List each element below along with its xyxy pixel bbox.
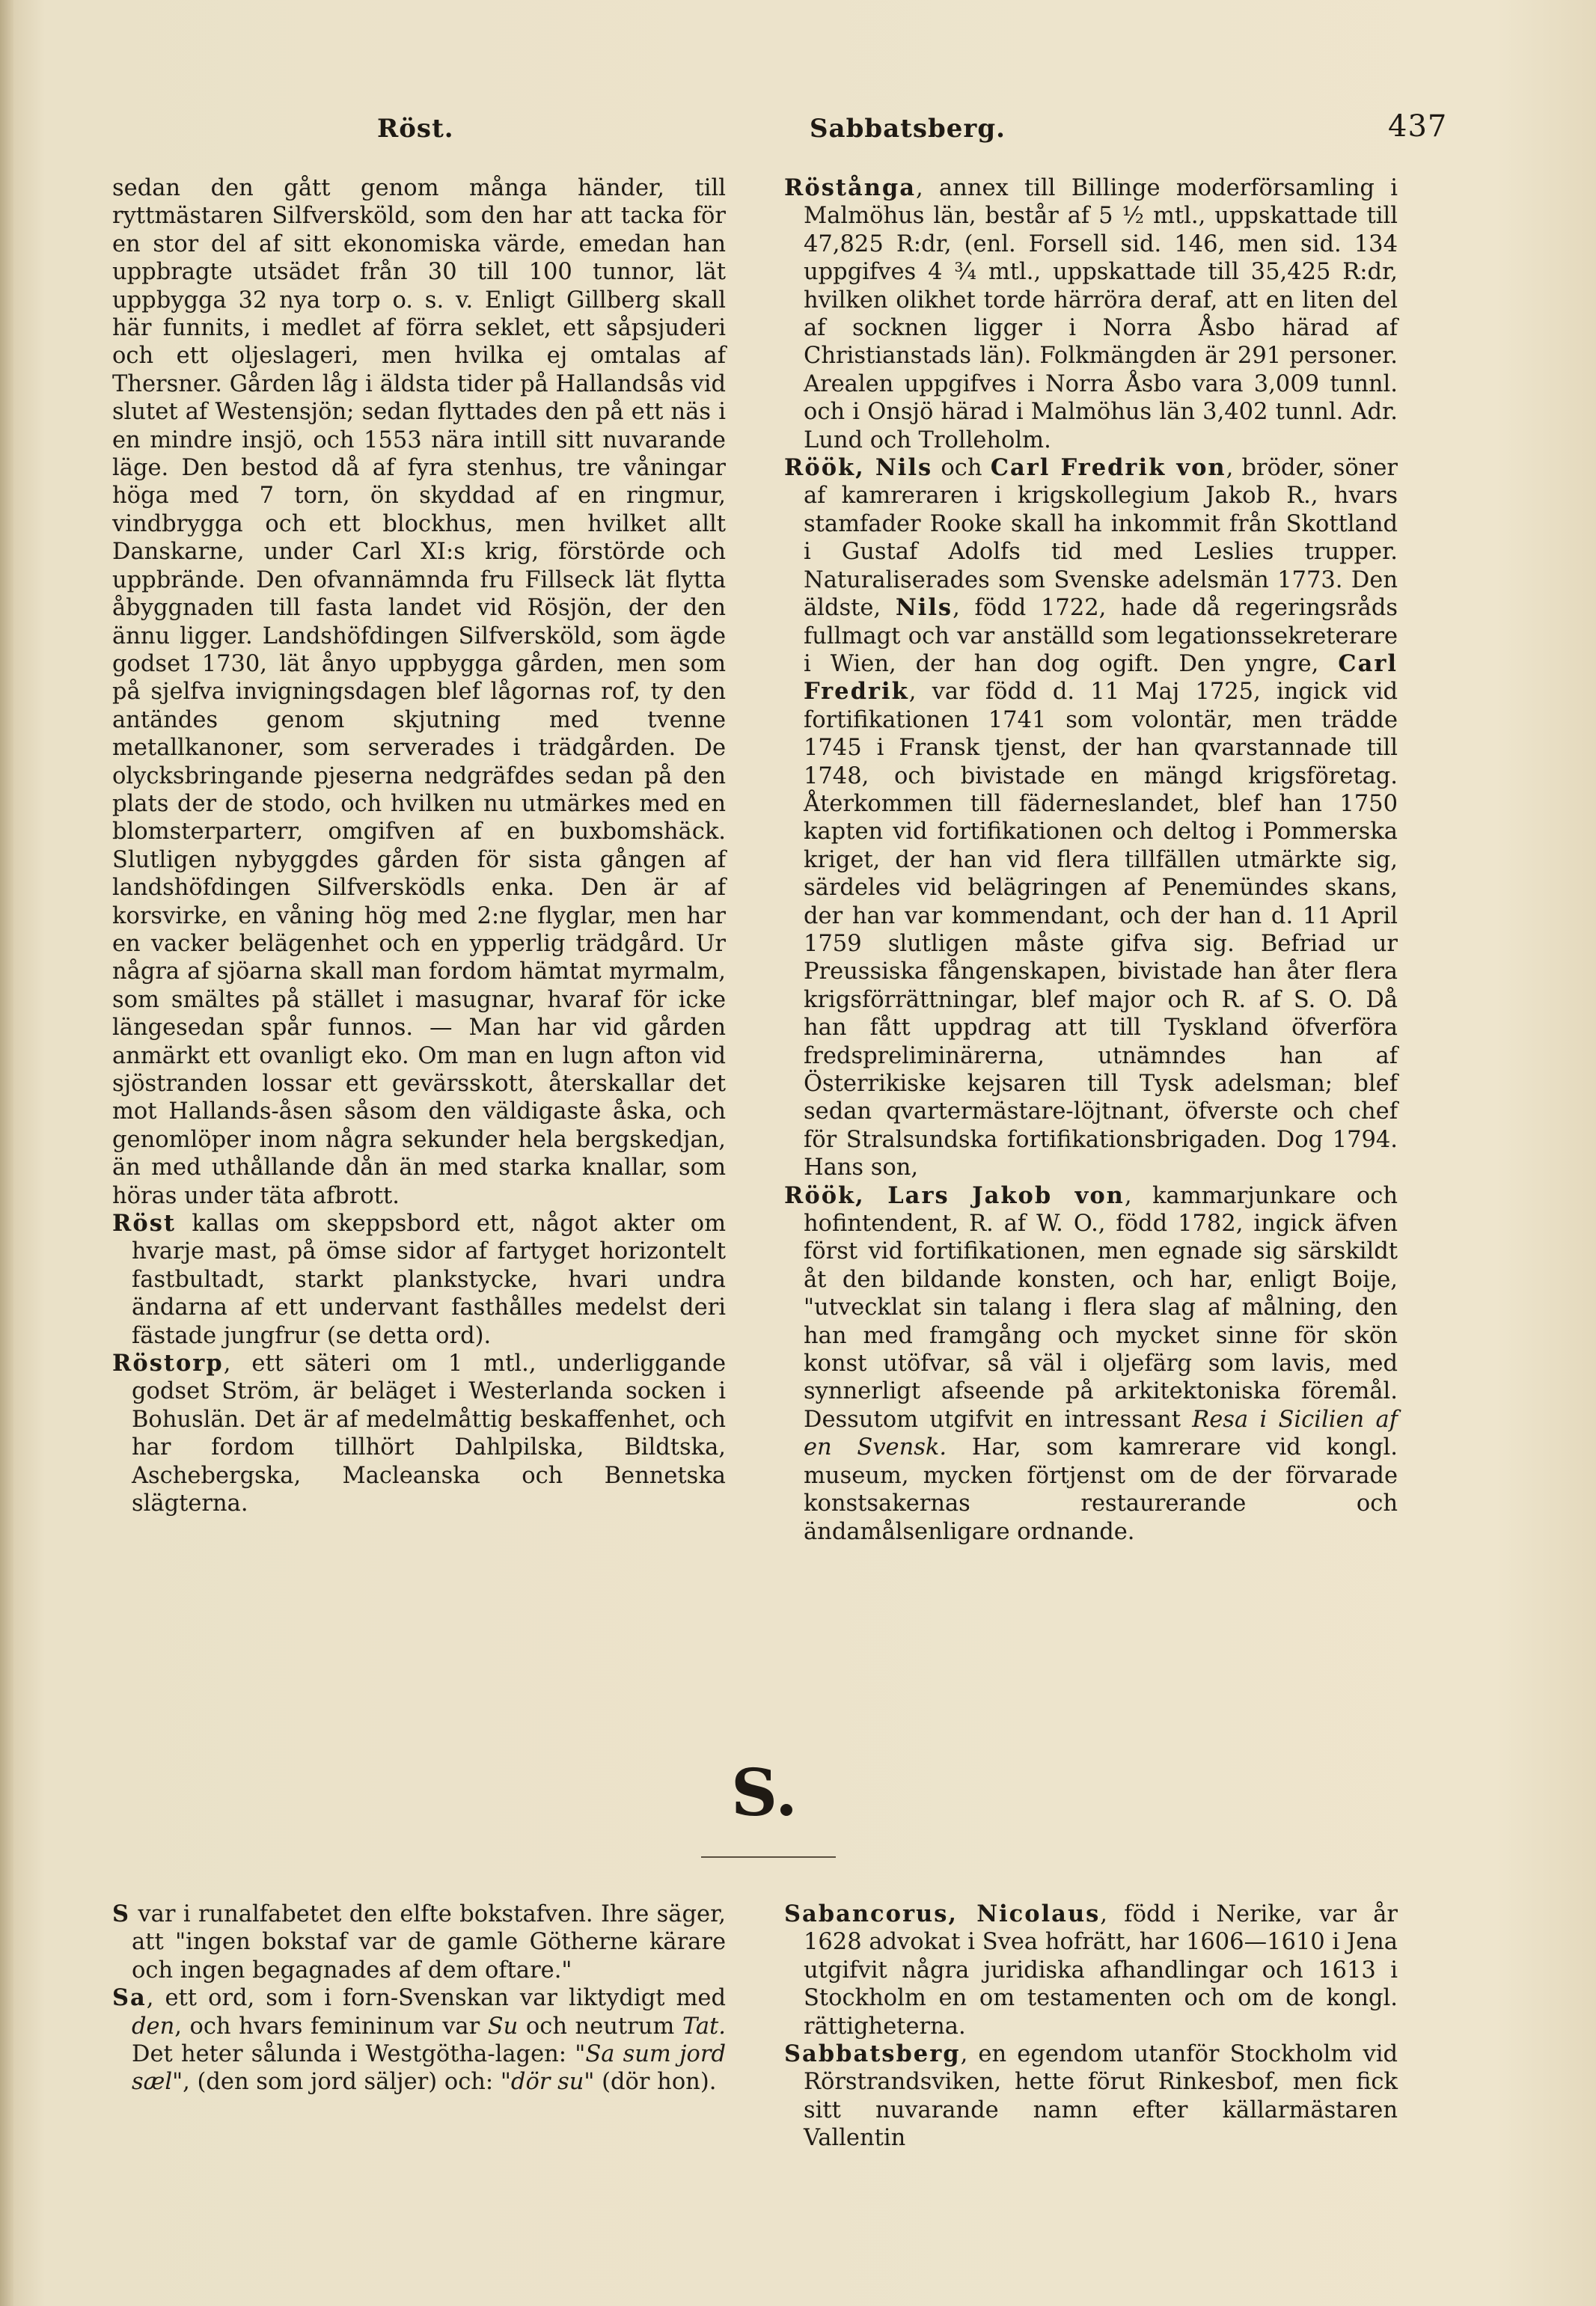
- entry-s: [112, 1900, 726, 1984]
- right-column-bottom: [784, 1900, 1398, 2153]
- entry-text: , född 1722, hade då regeringsråds fullmagt och var anställd som legationssekreterare i Wien, der han dog ogift. Den yngre,: [804, 595, 1398, 677]
- section-heading-letter: S.: [731, 1755, 798, 1831]
- entry-rook-lars-jakob: [784, 1182, 1398, 1546]
- inline-name: Carl Fredrik: [804, 649, 1398, 706]
- headword: Sa: [112, 1984, 147, 2012]
- italic-word: Tat.: [682, 2013, 726, 2040]
- italic-quote: dör su: [510, 2069, 584, 2096]
- headword: S: [112, 1900, 131, 1927]
- page-spine-shadow: [0, 0, 13, 2306]
- running-header: [0, 109, 1596, 151]
- entry-sabbatsberg: [784, 2040, 1398, 2153]
- header-right-word: Sabbatsberg.: [810, 114, 1006, 144]
- headword: Röstånga: [784, 174, 916, 201]
- entry-text: " (dör hon).: [584, 2069, 717, 2096]
- entry-sabancorus: [784, 1900, 1398, 2040]
- header-left-word: Röst.: [377, 114, 454, 144]
- entry-text: Har, som kamrerare vid kongl. museum, mycken förtjenst om de der förvarade konstsakernas restaurerande och ändamålsenligare ordnande.: [804, 1434, 1398, 1545]
- left-column-bottom: [112, 1900, 726, 2096]
- left-column-top: [112, 174, 726, 1518]
- entry-text: , bröder, söner af kamreraren i krigskollegium Jakob R., hvars stamfader Rooke skall ha inkommit från Skottland i Gustaf Adolfs tid med Leslies trupper. Naturaliserades som Svenske adelsmän 1773. Den äldste,: [804, 455, 1398, 622]
- italic-quote: Sa sum jord sæl: [132, 2041, 727, 2096]
- entry-text: , ett ord, som i forn-Svenskan var liktydigt med: [146, 1985, 726, 2012]
- page-number: 437: [1388, 109, 1448, 144]
- entry-text: ", (den som jord säljer) och: ": [172, 2069, 511, 2096]
- entry-sa: [112, 1984, 726, 2096]
- entry-text: , kammarjunkare och hofintendent, R. af W. O., född 1782, ingick äfven först vid fortifikationen, men egnade sig särskildt åt den bildande konsten, och har, enligt Boije, "utvecklat sin talang i flera slag af målning, den han med framgång och mycket sinne för skön konst utöfvar, så väl i oljefärg som lavis, med synnerligt afseende på arkitektoniska föremål. Dessutom utgifvit en intressant: [804, 1182, 1398, 1433]
- entry-text: , född i Nerike, var år 1628 advokat i Svea hofrätt, har 1606—1610 i Jena utgifvit några juridiska afhandlingar och 1613 i Stockholm en om testamenten och om de kongl. rättigheterna.: [804, 1901, 1398, 2040]
- italic-word: den: [132, 2013, 175, 2040]
- entry-text: , annex till Billinge moderförsamling i Malmöhus län, består af 5 ½ mtl., uppskattade till 47,825 R:dr, (enl. Forsell sid. 146, men sid. 134 uppgifves 4 ¾ mtl., uppskattade till 35,425 R:dr, hvilken olikhet torde härröra deraf, att en liten del af socknen ligger i Norra Åsbo härad af Christianstads län). Folkmängden är 291 personer. Arealen uppgifves i Norra Åsbo vara 3,009 tunnl. och i Onsjö härad i Malmöhus län 3,402 tunnl. Adr. Lund och Trolleholm.: [804, 175, 1398, 453]
- entry-rost-ship: [112, 1210, 726, 1350]
- entry-rook-brothers: [784, 454, 1398, 1182]
- entry-text: , var född d. 11 Maj 1725, ingick vid fortifikationen 1741 som volontär, men trädde 1745 i Fransk tjenst, der han qvarstannade till 1748, och bivistade en mängd krigsföretag. Återkommen till fäderneslandet, blef han 1750 kapten vid fortifikationen och deltog i Pommerska kriget, der han vid flera tillfällen utmärkte sig, särdeles vid belägringen af Penemündes skans, der han var kommendant, och der han d. 11 April 1759 slutligen måste gifva sig. Befriad ur Preussiska fångenskapen, bivistade han åter flera krigsförrättningar, blef major och R. af S. O. Då han fått uppdrag att till Tyskland öfverföra fredspreliminärerna, utnämndes han af Österrikiske kejsaren till Tysk adelsman; blef sedan qvartermästare-löjtnant, öfverste och chef för Stralsundska fortifikationsbrigaden. Dog 1794. Hans son,: [804, 679, 1398, 1181]
- italic-word: Su: [487, 2013, 519, 2040]
- entry-rost-continued: sedan den gått genom många händer, till ryttmästaren Silfversköld, som den har att tacka för en stor del af sitt ekonomiska värde, emedan han uppbragte utsädet från 30 till 100 tunnor, lät uppbygga 32 nya torp o. s. v. Enligt Gillberg skall här funnits, i medlet af förra seklet, ett såpsjuderi och ett oljeslageri, men hvilka ej omtalas af Thersner. Gården låg i äldsta tider på Hallandsås vid slutet af Westensjön; sedan flyttades den på ett näs i en mindre insjö, och 1553 nära intill sitt nuvarande läge. Den bestod då af fyra stenhus, tre våningar höga med 7 torn, ön skyddad af en ringmur, vindbrygga och ett blockhus, men hvilket allt Danskarne, under Carl XI:s krig, förstörde och uppbrände. Den ofvannämnda fru Fillseck lät flytta åbyggnaden till fasta landet vid Rösjön, der den ännu ligger. Landshöfdingen Silfversköld, som ägde godset 1730, lät ånyo uppbygga gården, men som på sjelfva invigningsdagen blef lågornas rof, ty den antändes genom skjutning med tvenne metallkanoner, som serverades i trädgården. De olycksbringande pjeserna nedgräfdes sedan på den plats der de stodo, och hvilken nu utmärkes med en blomsterparterr, omgifven af en buxbomshäck. Slutligen nybyggdes gården för sista gången af landshöfdingen Silfversködls enka. Den är af korsvirke, en våning hög med 2:ne flyglar, men har en vacker belägenhet och en ypperlig trädgård. Ur några af sjöarna skall man fordom hämtat myrmalm, som smältes på stället i masugnar, hvaraf för icke längesedan spår funnos. — Man har vid gården anmärkt ett ovanligt eko. Om man en lugn afton vid sjöstranden lossar ett gevärsskott, återskallar det mot Hallands-åsen såsom den väldigaste åska, och genomlöper inom några sekunder hela bergskedjan, än med uthållande dån än med starka knallar, som höras under täta afbrott.: [112, 175, 726, 1209]
- headword: Sabancorus, Nicolaus: [784, 1900, 1101, 1927]
- book-title: Resa i Sicilien af en Svensk.: [804, 1406, 1398, 1461]
- headword: Röök, Lars Jakob von: [784, 1181, 1125, 1209]
- section-divider: [701, 1856, 836, 1858]
- entry-text: och neutrum: [518, 2013, 682, 2040]
- entry-text: kallas om skeppsbord ett, något akter om hvarje mast, på ömse sidor af fartyget horizontelt fastbultadt, starkt plankstycke, hvari undra ändarna af ett undervant fasthålles medelst deri fästade jungfrur (se detta ord).: [132, 1211, 726, 1349]
- entry-text: , och hvars femininum var: [174, 2013, 488, 2040]
- entry-text: var i runalfabetet den elfte bokstafven. Ihre säger, att "ingen bokstaf var de gamle Götherne kärare och ingen begagnades af dem oftare.": [130, 1901, 726, 1984]
- inline-name: Nils: [895, 594, 953, 622]
- headword: Carl Fredrik von: [990, 454, 1226, 482]
- entry-rostanga: [784, 174, 1398, 454]
- headword: Röök, Nils: [784, 454, 933, 482]
- entry-rostorp: [112, 1350, 726, 1517]
- entry-text: Det heter sålunda i Westgötha-lagen: ": [132, 2041, 586, 2068]
- entry-text: och: [932, 455, 991, 482]
- headword: Röstorp: [112, 1350, 224, 1377]
- entry-text: , ett säteri om 1 mtl., underliggande godset Ström, är beläget i Westerlanda socken i Bohuslän. Det är af medelmåttig beskaffenhet, och har fordom tillhört Dahlpilska, Bildtska, Aschebergska, Macleanska och Bennetska slägterna.: [132, 1351, 726, 1517]
- headword: Sabbatsberg: [784, 2040, 961, 2068]
- right-column-top: [784, 174, 1398, 1546]
- headword: Röst: [112, 1210, 176, 1238]
- entry-text: , en egendom utanför Stockholm vid Rörstrandsviken, hette förut Rinkesbof, men fick sitt nuvarande namn efter källarmästaren Vallentin: [804, 2041, 1398, 2152]
